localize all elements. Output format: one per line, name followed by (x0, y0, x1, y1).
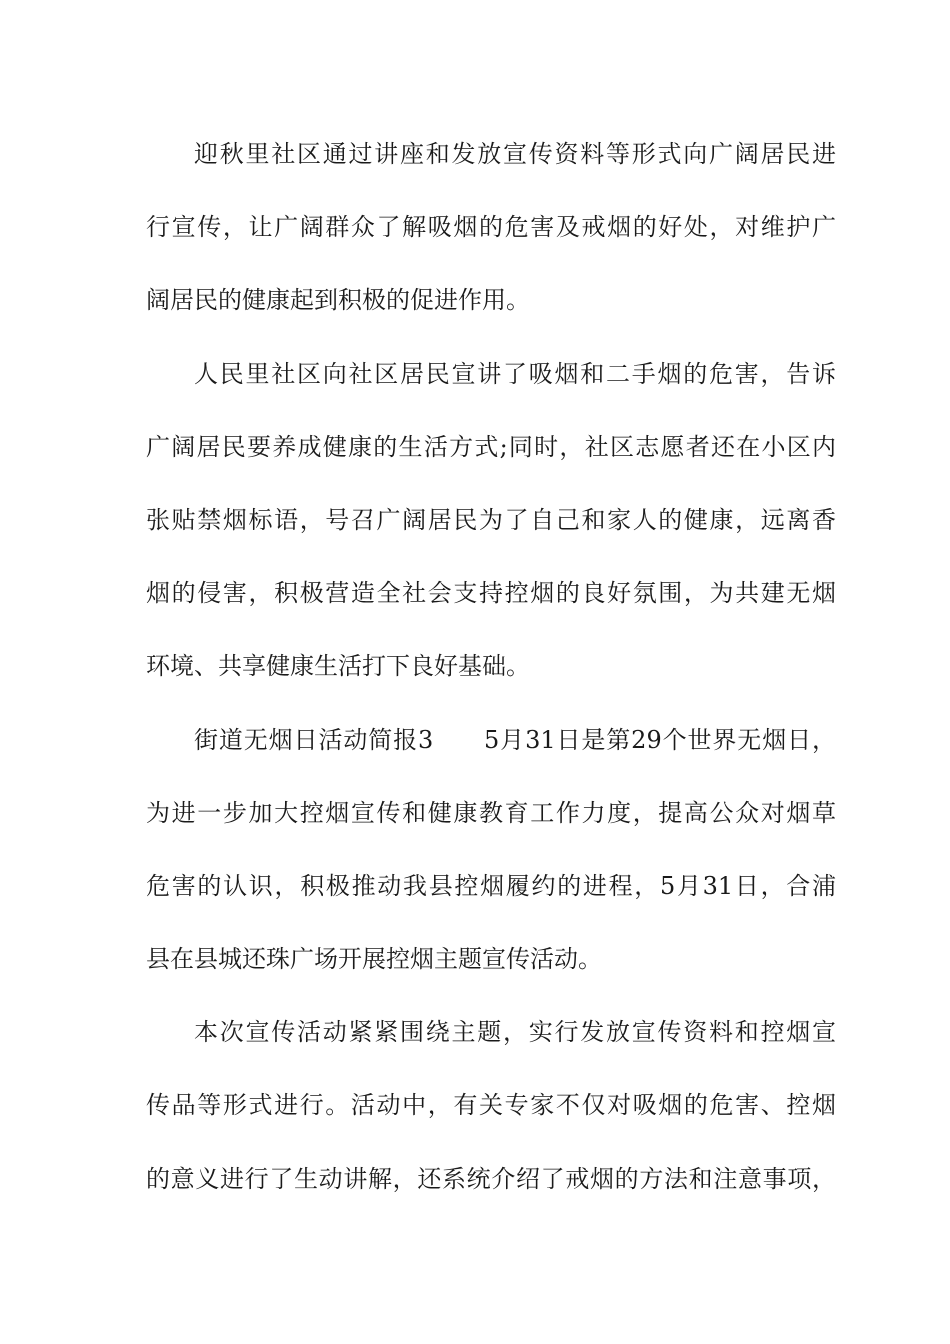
paragraph-2-line-1: 人民里社区向社区居民宣讲了吸烟和二手烟的危害，告诉 (194, 359, 836, 388)
paragraph-2-line-4: 烟的侵害，积极营造全社会支持控烟的良好氛围，为共建无烟 (146, 579, 836, 608)
paragraph-1-line-1: 迎秋里社区通过讲座和发放宣传资料等形式向广阔居民进 (194, 140, 836, 168)
paragraph-4-line-1: 本次宣传活动紧紧围绕主题，实行发放宣传资料和控烟宣 (194, 1018, 836, 1047)
paragraph-3-line-3: 危害的认识，积极推动我县控烟履约的进程，5月31日，合浦 (146, 871, 836, 900)
paragraph-1-line-2: 行宣传，让广阔群众了解吸烟的危害及戒烟的好处，对维护广 (146, 213, 836, 242)
paragraph-3-line-4: 县在县城还珠广场开展控烟主题宣传活动。 (146, 945, 602, 974)
paragraph-2-line-5: 环境、共享健康生活打下良好基础。 (146, 652, 530, 681)
paragraph-4-line-2: 传品等形式进行。活动中，有关专家不仅对吸烟的危害、控烟 (146, 1091, 836, 1120)
paragraph-4-line-3: 的意义进行了生动讲解，还系统介绍了戒烟的方法和注意事项， (146, 1164, 836, 1193)
paragraph-1-line-3: 阔居民的健康起到积极的促进作用。 (146, 286, 530, 315)
paragraph-2-line-2: 广阔居民要养成健康的生活方式;同时，社区志愿者还在小区内 (146, 432, 836, 461)
paragraph-2-line-3: 张贴禁烟标语，号召广阔居民为了自己和家人的健康，远离香 (146, 505, 836, 534)
paragraph-3-line-2: 为进一步加大控烟宣传和健康教育工作力度，提高公众对烟草 (146, 798, 836, 827)
document-body (146, 118, 836, 1216)
paragraph-3-line-1: 街道无烟日活动简报3 5月31日是第29个世界无烟日， (194, 725, 836, 754)
